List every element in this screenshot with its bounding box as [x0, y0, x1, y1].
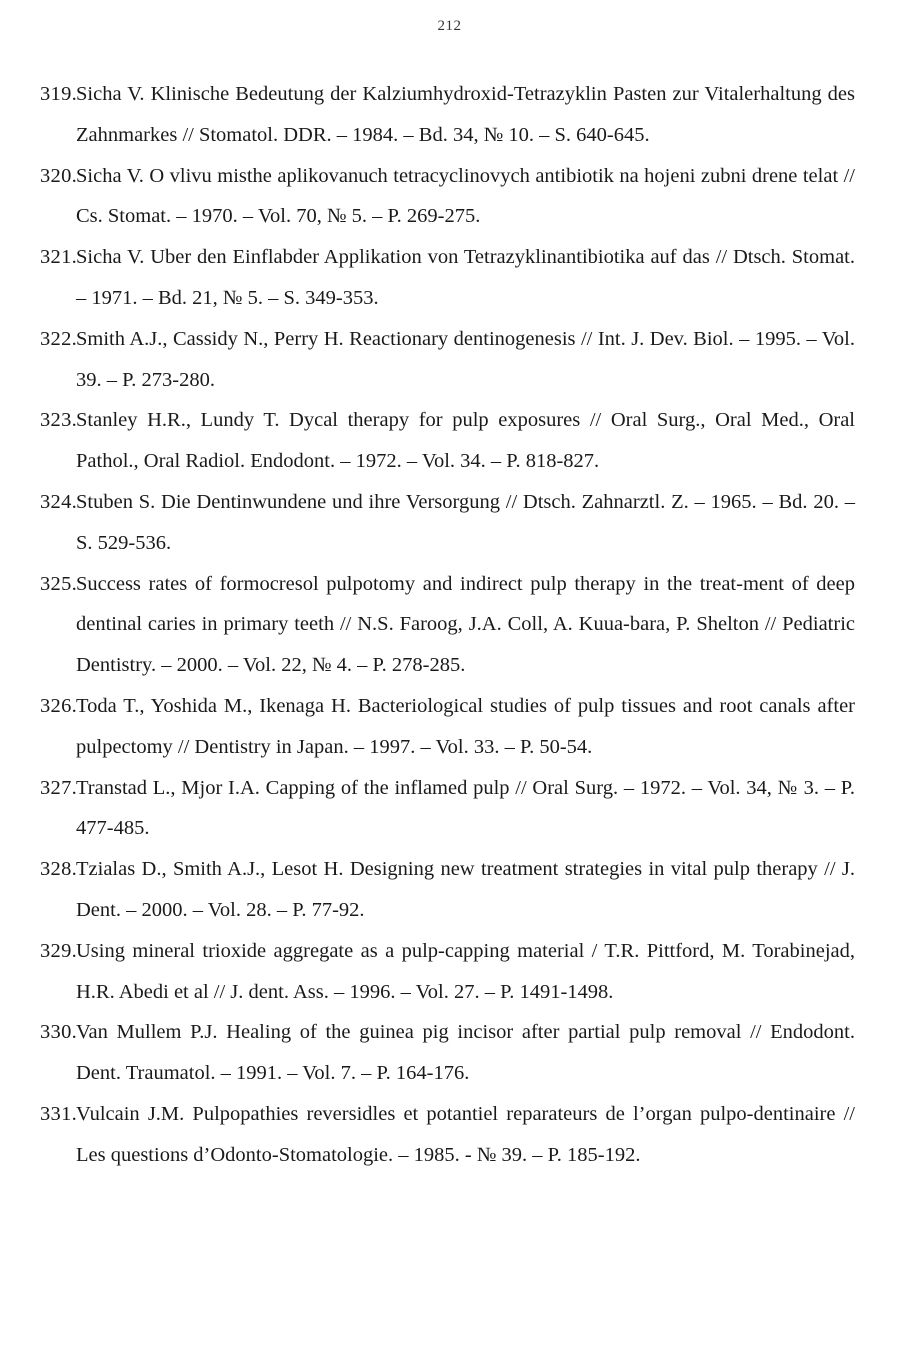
- reference-text: Smith A.J., Cassidy N., Perry H. Reactionary dentinogenesis // Int. J. Dev. Biol. – 1995. – Vol. 39. – P. 273-280.: [76, 327, 855, 391]
- reference-item: [40, 319, 855, 401]
- reference-item: [40, 931, 855, 1013]
- reference-number: 322.: [40, 327, 78, 350]
- reference-number: 320.: [40, 164, 78, 187]
- reference-number: 328.: [40, 858, 78, 881]
- reference-text: Transtad L., Mjor I.A. Capping of the inflamed pulp // Oral Surg. – 1972. – Vol. 34, № 3. – P. 477-485.: [76, 776, 855, 840]
- reference-text: Using mineral trioxide aggregate as a pulp-capping material / T.R. Pittford, M. Torabinejad, H.R. Abedi et al // J. dent. Ass. – 1996. – Vol. 27. – P. 1491-1498.: [76, 939, 855, 1003]
- reference-item: [40, 400, 855, 482]
- reference-text: Sicha V. Uber den Einflabder Applikation von Tetrazyklinantibiotika auf das // Dtsch. Stomat. – 1971. – Bd. 21, № 5. – S. 349-353.: [76, 246, 855, 309]
- reference-number: 329.: [40, 939, 78, 962]
- reference-text: Stuben S. Die Dentinwundene und ihre Versorgung // Dtsch. Zahnarztl. Z. – 1965. – Bd. 20. – S. 529-536.: [76, 490, 855, 554]
- reference-item: [40, 156, 855, 238]
- reference-text: Success rates of formocresol pulpotomy and indirect pulp therapy in the treat-ment of deep dentinal caries in primary teeth // N.S. Faroog, J.A. Coll, A. Kuua-bara, P. Shelton // Pediatric Dentistry. – 2000. – Vol. 22, № 4. – P. 278-285.: [76, 572, 855, 677]
- reference-text: Tzialas D., Smith A.J., Lesot H. Designing new treatment strategies in vital pulp therapy // J. Dent. – 2000. – Vol. 28. – P. 77-92.: [76, 858, 855, 921]
- reference-item: [40, 1094, 855, 1176]
- reference-text: Sicha V. Klinische Bedeutung der Kalziumhydroxid-Tetrazyklin Pasten zur Vitalerhaltung des Zahnmarkes // Stomatol. DDR. – 1984. – Bd. 34, № 10. – S. 640-645.: [76, 83, 855, 146]
- reference-item: [40, 564, 855, 686]
- reference-number: 324.: [40, 490, 78, 513]
- page-number: 212: [437, 18, 462, 34]
- reference-text: Sicha V. O vlivu misthe aplikovanuch tetracyclinovych antibiotik na hojeni zubni drene telat // Cs. Stomat. – 1970. – Vol. 70, № 5. – P. 269-275.: [76, 164, 855, 228]
- reference-number: 323.: [40, 409, 78, 432]
- reference-number: 325.: [40, 572, 78, 595]
- reference-list: [40, 74, 855, 1176]
- reference-number: 330.: [40, 1021, 78, 1044]
- reference-item: [40, 768, 855, 850]
- reference-number: 319.: [40, 83, 78, 105]
- reference-text: Toda T., Yoshida M., Ikenaga H. Bacteriological studies of pulp tissues and root canals after pulpectomy // Dentistry in Japan. – 1997. – Vol. 33. – P. 50-54.: [76, 694, 855, 758]
- reference-item: [40, 849, 855, 931]
- reference-number: 331.: [40, 1102, 78, 1125]
- reference-item: [40, 74, 855, 156]
- reference-text: Van Mullem P.J. Healing of the guinea pig incisor after partial pulp removal // Endodont. Dent. Traumatol. – 1991. – Vol. 7. – P. 164-176.: [76, 1021, 855, 1085]
- reference-item: [40, 686, 855, 768]
- reference-text: Stanley H.R., Lundy T. Dycal therapy for pulp exposures // Oral Surg., Oral Med., Oral Pathol., Oral Radiol. Endodont. – 1972. – Vol. 34. – P. 818-827.: [76, 409, 855, 473]
- reference-item: [40, 1012, 855, 1094]
- reference-number: 326.: [40, 694, 78, 717]
- reference-number: 327.: [40, 776, 78, 799]
- reference-item: [40, 237, 855, 319]
- reference-text: Vulcain J.M. Pulpopathies reversidles et potantiel reparateurs de l’organ pulpo-dentinaire // Les questions d’Odonto-Stomatologie. – 1985. - № 39. – P. 185-192.: [76, 1102, 855, 1166]
- reference-item: [40, 482, 855, 564]
- reference-number: 321.: [40, 246, 78, 269]
